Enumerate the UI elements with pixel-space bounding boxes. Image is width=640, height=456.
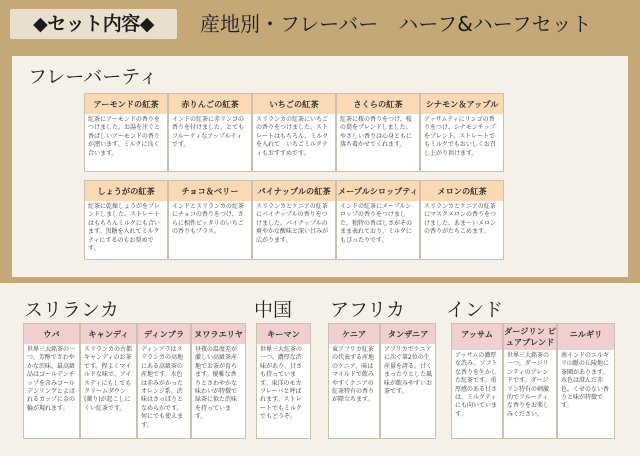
tea-card-desc: 紅茶にアーモンドの香りをつけました。お湯を注ぐと香ばしいアーモンドの香りが漂います。ミルクに良く合います。 xyxy=(88,116,161,157)
header xyxy=(0,0,640,50)
tea-card-melon xyxy=(420,180,504,260)
tea-card-nuwara-eliya xyxy=(191,323,246,439)
tea-card-title: ダージリン ピュアブレンド xyxy=(504,324,556,350)
srilanka-section-title: スリランカ xyxy=(24,299,120,321)
tea-card-keemun xyxy=(256,323,311,439)
tea-card-title: いちごの紅茶 xyxy=(253,94,335,114)
page-title: 産地別・フレーバー ハーフ&ハーフセット xyxy=(200,12,592,36)
tea-card-sakura xyxy=(336,93,420,172)
tea-card-title: アッサム xyxy=(452,324,502,350)
tea-card-title: 赤りんごの紅茶 xyxy=(169,94,251,114)
tea-card-title: チョコ＆ベリー xyxy=(169,181,251,201)
tea-card-kandy xyxy=(80,323,137,439)
tea-card-desc: スリランカの紅茶にいちごの香りをつけました。ストレートはもちろん、ミルクを入れて いちごミルクティもおすすめです。 xyxy=(256,116,329,157)
tea-card-ginger xyxy=(84,180,168,260)
tea-card-title: キーマン xyxy=(257,324,310,344)
china-section-title: 中国 xyxy=(254,299,293,321)
tea-card-nilgiri xyxy=(557,323,615,439)
tea-card-title: ウバ xyxy=(24,324,79,344)
tea-card-title: ヌワラエリヤ xyxy=(192,324,245,344)
set-contents-badge: ◆セット内容◆ xyxy=(10,9,177,39)
tea-card-desc: アフリカでケニアに次ぐ第2位の生産量を誇る。甘くまったりとした風味が飲みやすいお茶です。 xyxy=(384,346,433,396)
tea-card-uva xyxy=(23,323,80,439)
tea-card-desc: インドとスリランカの紅茶にチョコの香りをつけ、さらに相性ピッタリのいちごの香りもプラス。 xyxy=(172,203,245,236)
india-section-title: インド xyxy=(446,299,504,321)
tea-card-dimbula xyxy=(137,323,191,439)
africa-section-title: アフリカ xyxy=(330,299,406,321)
tea-card-desc: スリランカの古都キャンディのお茶です。程よくマイルドな味で、アイスティにもしてもクリームダウン(濁り)が起こしにくい紅茶です。 xyxy=(84,346,133,412)
tea-card-title: さくらの紅茶 xyxy=(337,94,419,114)
tea-card-title: ケニア xyxy=(329,324,379,344)
tea-card-maple xyxy=(336,180,420,260)
tea-card-title: しょうがの紅茶 xyxy=(85,181,167,201)
tea-card-desc: 世界三大銘茶の一つ。芳醇でさわやかな渋味。最高級品はゴールデンチップを含みゴールデンリングとよばれるカップに金の輪が現れます。 xyxy=(27,346,76,412)
tea-card-title: キャンディ xyxy=(81,324,136,344)
tea-card-darjeeling xyxy=(503,323,557,439)
tea-card-cinnamon-apple xyxy=(420,93,504,172)
tea-card-title: シナモン＆アップル xyxy=(421,94,503,114)
tea-card-desc: アッサムティにリンゴの香りをつけ、シナモンチップをブレンド。ストレートでもミルクでもおいしくお召し上がり頂けます。 xyxy=(424,116,496,157)
tea-card-red-apple xyxy=(168,93,252,172)
origin-panel xyxy=(0,283,640,456)
tea-card-title: タンザニア xyxy=(381,324,435,344)
tea-card-desc: 東アフリカ紅茶の代表する産地のケニア。味はマイルドで飲みやすくケニアの紅茶特有の香りが際立ちます。 xyxy=(332,346,375,404)
tea-card-tanzania xyxy=(380,323,436,439)
tea-card-desc: 世界三大銘茶の一つ。ダージリンティのブレンドです。ダージリン特有の刺激的でフルーティな香りをお楽しみください。 xyxy=(507,352,550,418)
tea-card-title: メープルシロップティ xyxy=(337,181,419,201)
tea-card-desc: ディンブラはスリランカの高地にある高級茶の産地です。水色は赤みがかったオレンジ系。渋味はさっぱりとなめらかです。何にでも使えます。 xyxy=(141,346,184,429)
flavor-panel xyxy=(12,56,628,277)
tea-card-desc: アッサムの濃厚な渋み、ソフトな香りを生かした紅茶です。重厚感のある甘さは、ミルクティにも向いています。 xyxy=(455,352,498,418)
tea-card-title: パイナップルの紅茶 xyxy=(253,181,335,201)
tea-card-title: メロンの紅茶 xyxy=(421,181,503,201)
tea-card-desc: 紅茶に乾燥しょうがをブレンドしました。ストレートはもちろんミルクにも合います。黒糖を入れてミルクティにするのもお奨めです。 xyxy=(88,203,161,253)
tea-card-kenya xyxy=(328,323,380,439)
tea-card-title: ニルギリ xyxy=(558,324,614,350)
tea-card-assam xyxy=(451,323,503,439)
tea-card-title: アーモンドの紅茶 xyxy=(85,94,167,114)
tea-card-strawberry xyxy=(252,93,336,172)
tea-card-choco-berry xyxy=(168,180,252,260)
tea-card-desc: インドの紅茶にメープルシロップの香りをつけました。独特の香ばしさがそのまま表れており、ミルクにもぴったりです。 xyxy=(340,203,413,244)
tea-card-desc: 世界三大紅茶の一つ。濃厚な渋味があり、甘さも持っています。東洋のモカフレーバと呼ばれます。ストレートでもミルクでもどうぞ。 xyxy=(260,346,303,421)
tea-card-desc: スリランカとケニアの紅茶にマスクメロンの香りをつけました。あま〜いメロンの香りがたちこめます。 xyxy=(424,203,497,236)
flavor-section-title: フレーバーティ xyxy=(28,66,158,88)
tea-card-desc: インドの紅茶に赤リンゴの香りを付けました。とてもフルーティなアップルティです。 xyxy=(172,116,245,149)
tea-card-desc: 紅茶に桜の香りをつけ、桜の葉をブレンドしました。やさしい香りは心身ともに落ち着かせてくれます。 xyxy=(340,116,413,149)
tea-card-desc: スリランカとケニアの紅茶にパイナップルの香りをつけました。パイナップルの爽やかな酸味と深い甘みが広がります。 xyxy=(256,203,329,244)
tea-card-title: ディンブラ xyxy=(138,324,190,344)
tea-card-pineapple xyxy=(252,180,336,260)
tea-card-desc: 南インドのニルギリ山脈の丘陵地に茶園があります。水色は澄んだ赤色。くせのない香りと味が特徴です。 xyxy=(561,352,610,410)
tea-card-desc: 昼夜の温度差が激しい高級茶産地でお茶が育ちます。優雅な香りとさわやかな味わいが特徴で緑茶に似た渋味を持っています。 xyxy=(195,346,238,421)
tea-card-almond xyxy=(84,93,168,172)
